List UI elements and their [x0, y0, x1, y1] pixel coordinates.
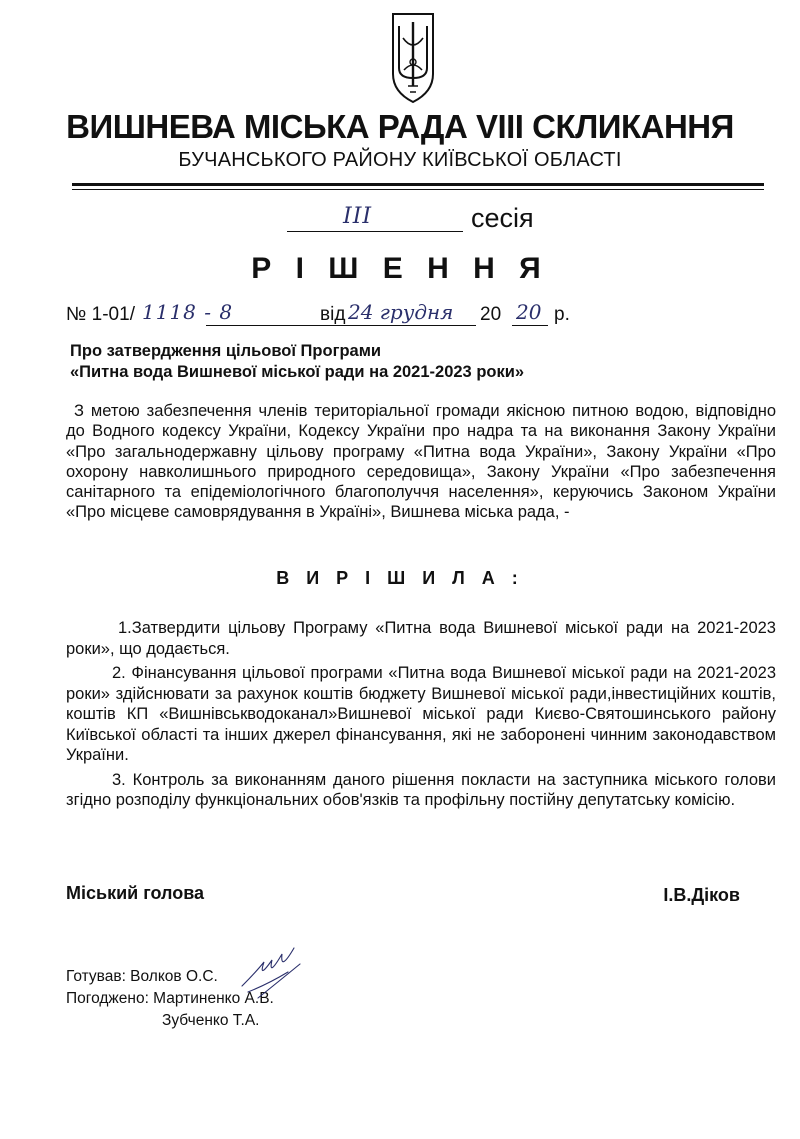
council-title: ВИШНЕВА МІСЬКА РАДА VIII СКЛИКАННЯ	[66, 108, 734, 145]
resolution-items	[66, 618, 776, 815]
header-divider	[72, 183, 764, 186]
decision-year-prefix: 20	[480, 304, 502, 325]
session-handwritten-number: III	[343, 204, 373, 229]
session-line	[287, 200, 534, 232]
decision-subject	[70, 341, 630, 383]
agreed-by-second: Зубченко Т.А.	[162, 1012, 260, 1029]
decision-heading: Р І Ш Е Н Н Я	[251, 252, 549, 285]
resolution-item: 2. Фінансування цільової програми «Питна вода Вишневої міської ради на 2021-2023 роки» здійснювати за рахунок коштів бюджету Вишневої міської ради,інвестиційних коштів, коштів КП «Вишнівськводоканал»Вишневої міської ради Києво-Святошинського району Київської області та інших джерел фінансування, які не заборонені чинним законодавством України.	[66, 664, 776, 764]
resolution-item: 3. Контроль за виконанням даного рішення покласти на заступника міського голови згідно розподілу функціональних обов'язків та профільну постійну депутатську комісію.	[66, 770, 776, 809]
preamble-paragraph: З метою забезпечення членів територіальної громади якісною питною водою, відповідно до Водного кодексу України, Кодексу України про надра та на виконання Закону України «Про загальнодержавну цільову програму «Питна вода України», Закону України «Про охорону навколишнього природного середовища», Закону України «Про забезпечення санітарного та епідеміологічного благополуччя населення», керуючись Законом України «Про місцеве самоврядування в Україні», Вишнева міська рада, -	[66, 402, 776, 522]
decision-number-row	[66, 300, 586, 330]
session-label: сесія	[471, 203, 534, 233]
decision-handwritten-year: 20	[516, 300, 542, 324]
handwritten-signature-icon	[238, 942, 310, 1002]
decision-number-prefix: № 1-01/	[66, 304, 135, 325]
session-number-blank	[287, 203, 463, 232]
decision-handwritten-number: 1118 - 8	[142, 300, 234, 324]
resolved-heading: В И Р І Ш И Л А :	[276, 568, 524, 588]
header-divider-thin	[72, 189, 764, 190]
prepared-by: Готував: Волков О.С.	[66, 968, 218, 985]
decision-handwritten-date: 24 грудня	[348, 300, 454, 324]
agreed-by: Погоджено: Мартиненко А.В.	[66, 990, 274, 1007]
mayor-title: Міський голова	[66, 883, 205, 903]
resolution-item: 1.Затвердити цільову Програму «Питна вода Вишневої міської ради на 2021-2023 роки», що додається.	[66, 619, 776, 658]
decision-year-suffix: р.	[554, 304, 570, 325]
mayor-name: І.В.Діков	[663, 885, 740, 905]
subject-line-1: Про затвердження цільової Програми	[70, 342, 382, 360]
decision-date-label: від	[320, 304, 346, 325]
trident-coat-of-arms-icon	[390, 12, 436, 104]
council-subtitle: БУЧАНСЬКОГО РАЙОНУ КИЇВСЬКОЇ ОБЛАСТІ	[178, 149, 622, 171]
subject-line-2: «Питна вода Вишневої міської ради на 2021-2023 роки»	[70, 363, 525, 381]
